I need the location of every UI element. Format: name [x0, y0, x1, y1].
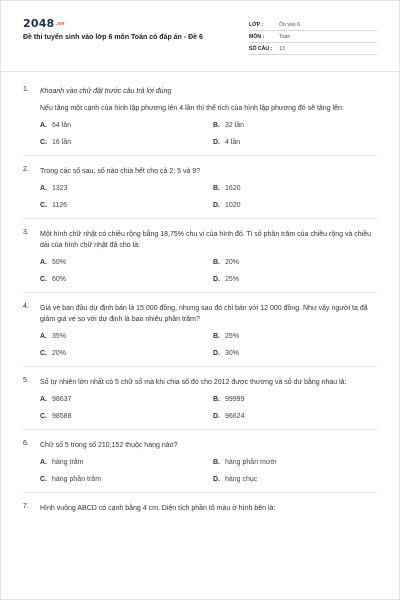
option-c[interactable] — [40, 476, 213, 483]
option-text: hàng chục — [225, 476, 258, 483]
answer-options — [40, 185, 377, 209]
question-text: Số tự nhiên lớn nhất có 5 chữ số mà khi chia số đó cho 2012 được thương và số dư bằng nhau là: — [40, 379, 347, 386]
question-instruction: Khoanh vào chữ đặt trước câu trả lời đúng — [40, 88, 172, 95]
option-text: hàng trăm — [52, 459, 84, 466]
option-letter: A. — [40, 122, 47, 129]
option-letter: C. — [40, 476, 47, 483]
option-a[interactable] — [40, 259, 213, 266]
option-b[interactable] — [213, 259, 377, 266]
option-letter: B. — [213, 185, 220, 192]
option-text: 25% — [225, 276, 240, 283]
option-d[interactable] — [213, 350, 377, 357]
option-letter: B. — [213, 122, 220, 129]
option-text: 1620 — [225, 185, 241, 192]
option-letter: A. — [40, 259, 47, 266]
option-a[interactable] — [40, 185, 213, 192]
question-number: 4. — [23, 303, 29, 310]
option-letter: A. — [40, 333, 47, 340]
option-letter: C. — [40, 202, 47, 209]
question-4 — [23, 303, 377, 367]
exam-meta — [249, 19, 377, 55]
answer-options — [40, 333, 377, 357]
option-text: hàng phần trăm — [52, 476, 102, 483]
question-3 — [23, 229, 377, 293]
option-b[interactable] — [213, 396, 377, 403]
option-text: 1020 — [225, 202, 241, 209]
option-a[interactable] — [40, 333, 213, 340]
question-number: 1. — [23, 86, 29, 93]
question-text: Một hình chữ nhật có chiều rộng bằng 18,75% chu vi của hình đó. Tỉ số phần trăm của chiều rộng và chiều dài của hình chữ nhật đã cho là: — [40, 231, 372, 249]
logo-main: 2048 — [23, 17, 55, 30]
option-letter: B. — [213, 259, 220, 266]
answer-options — [40, 459, 377, 483]
option-letter: C. — [40, 350, 47, 357]
option-text: 30% — [225, 350, 240, 357]
option-b[interactable] — [213, 333, 377, 340]
option-letter: C. — [40, 276, 47, 283]
option-d[interactable] — [213, 476, 377, 483]
option-letter: D. — [213, 350, 220, 357]
option-text: 1323 — [52, 185, 68, 192]
answer-options — [40, 259, 377, 283]
question-2 — [23, 166, 377, 219]
option-letter: A. — [40, 185, 47, 192]
option-text: 16 lần — [52, 139, 72, 146]
option-text: 20% — [52, 350, 67, 357]
option-c[interactable] — [40, 139, 213, 146]
option-c[interactable] — [40, 276, 213, 283]
option-text: 20% — [225, 259, 240, 266]
option-text: hàng phần mười — [225, 459, 277, 466]
option-text: 99999 — [225, 396, 245, 403]
option-b[interactable] — [213, 185, 377, 192]
meta-value: 13 — [279, 45, 285, 52]
option-d[interactable] — [213, 202, 377, 209]
question-number: 7. — [23, 503, 29, 510]
option-letter: C. — [40, 139, 47, 146]
option-letter: B. — [213, 396, 220, 403]
option-text: 35% — [52, 333, 67, 340]
meta-label: SỐ CÂU : — [249, 45, 273, 52]
option-text: 98637 — [52, 396, 72, 403]
question-7 — [23, 503, 377, 523]
question-number: 3. — [23, 229, 29, 236]
option-text: 32 lần — [225, 122, 245, 129]
question-text: Giá vé ban đầu dự định bán là 15 000 đồng, nhưng sau đó chỉ bán với 12 000 đồng. Như vậy người ta đã giảm giá vé so với dự định là bao nhiêu phần trăm? — [40, 305, 368, 323]
option-c[interactable] — [40, 350, 213, 357]
meta-label: LỚP : — [249, 21, 264, 28]
option-a[interactable] — [40, 459, 213, 466]
option-text: 50% — [52, 259, 67, 266]
option-letter: C. — [40, 413, 47, 420]
option-letter: A. — [40, 396, 47, 403]
option-letter: B. — [213, 333, 220, 340]
exam-title: Đề thi tuyển sinh vào lớp 6 môn Toán có đáp án - Đề 6 — [23, 34, 203, 41]
option-a[interactable] — [40, 396, 213, 403]
option-letter: D. — [213, 276, 220, 283]
option-c[interactable] — [40, 413, 213, 420]
question-5 — [23, 377, 377, 430]
question-text: Hình vuông ABCD có cạnh bằng 4 cm. Diện tích phần tô màu ở hình bên là: — [40, 505, 276, 512]
question-text: Nếu tăng một cạnh của hình lập phương lên 4 lần thì thể tích của hình lập phương đó sẽ tăng lên: — [40, 105, 344, 112]
meta-row-subject — [249, 31, 377, 43]
question-1 — [23, 86, 377, 156]
option-b[interactable] — [213, 459, 377, 466]
option-text: 25% — [225, 333, 240, 340]
option-d[interactable] — [213, 139, 377, 146]
question-6 — [23, 440, 377, 493]
option-letter: A. — [40, 459, 47, 466]
question-list — [23, 72, 377, 523]
meta-value: Ôn vào 6 — [279, 21, 301, 28]
brand — [23, 17, 203, 41]
site-logo[interactable] — [23, 17, 203, 30]
option-text: 4 lần — [225, 139, 241, 146]
option-letter: D. — [213, 202, 220, 209]
option-text: 1126 — [52, 202, 68, 209]
meta-row-count — [249, 43, 377, 55]
option-text: 60% — [52, 276, 67, 283]
option-text: 98588 — [52, 413, 72, 420]
meta-value: Toán — [279, 33, 291, 40]
question-number: 6. — [23, 440, 29, 447]
option-d[interactable] — [213, 276, 377, 283]
answer-options — [40, 396, 377, 420]
question-number: 5. — [23, 377, 29, 384]
option-a[interactable] — [40, 122, 213, 129]
option-letter: D. — [213, 476, 220, 483]
option-letter: B. — [213, 459, 220, 466]
answer-options — [40, 122, 377, 146]
option-letter: D. — [213, 413, 220, 420]
option-letter: D. — [213, 139, 220, 146]
option-d[interactable] — [213, 413, 377, 420]
question-number: 2. — [23, 166, 29, 173]
logo-suffix: .vn — [55, 21, 65, 27]
meta-row-class — [249, 19, 377, 31]
option-b[interactable] — [213, 122, 377, 129]
option-text: 64 lần — [52, 122, 72, 129]
meta-label: MÔN : — [249, 33, 265, 40]
question-text: Trong các số sau, số nào chia hết cho cả 2; 5 và 9? — [40, 168, 201, 175]
question-text: Chữ số 5 trong số 210,152 thuộc hàng nào? — [40, 442, 178, 449]
header — [23, 1, 377, 67]
option-c[interactable] — [40, 202, 213, 209]
option-text: 96624 — [225, 413, 245, 420]
